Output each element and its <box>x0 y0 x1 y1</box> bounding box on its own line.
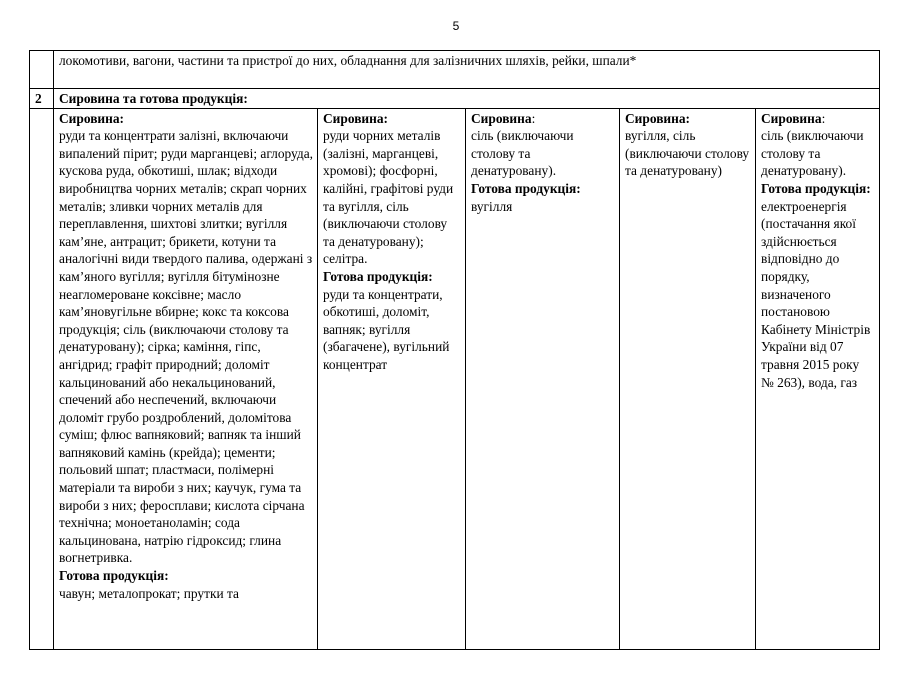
raw-materials-label: Сировина: <box>59 110 125 126</box>
finished-products-label: Готова продукція: <box>59 568 169 584</box>
section-number: 2 <box>30 89 54 109</box>
column-3-cell <box>466 108 620 649</box>
finished-products-label: Готова продукція: <box>323 268 433 284</box>
raw-materials-text: руди та концентрати залізні, включаючи випалений пірит; руди марганцеві; аглоруда, кускова руда, обкотиші, шлак; відходи виробництва чорних металів; скрап чорних металів; зливки чорних металів для переплавлення, шихтові злитки; вугілля кам’яне, антрацит; брикети, котуни та аналогічні види твердого палива, одержані з кам’яного вугілля; вугілля бітумінозне неагломероване коксівне; масло кам’яновугільне вбирне; кокс та коксова продукція; сіль (виключаючи столову та денатуровану); сірка; каміння, гіпс, ангідрид; графіт природний; доломіт кальцинований або некальцинований, спечений або неспечений, включаючи доломіт грубо роздроблений, доломітова суміш; флюс вапняковий; вапняк та інший вапняковий камінь (крейда); цементи; польовий шпат; пластмаси, полімерні матеріали та вироби з них; каучук, гума та вироби з них; феросплави; кислота сірчана технічна; моноетаноламін; сода кальцинована, натрію гідроксид; глина вогнетривка. <box>59 128 313 566</box>
finished-products-label: Готова продукція: <box>761 180 871 196</box>
column-5-cell <box>756 108 880 649</box>
raw-materials-label: Сировина <box>761 110 822 126</box>
section-row <box>30 89 880 109</box>
section-title: Сировина та готова продукція: <box>54 89 880 109</box>
raw-materials-colon: : <box>531 110 536 126</box>
raw-materials-label: Сировина: <box>323 110 389 126</box>
row-number-cell <box>30 51 54 89</box>
finished-products-text: руди та концентрати, обкотиші, доломіт, вапняк; вугілля (збагачене), вугільний концентрат <box>323 286 450 372</box>
finished-products-text: вугілля <box>471 198 513 214</box>
raw-materials-label: Сировина <box>471 110 532 126</box>
materials-row <box>30 108 880 649</box>
finished-products-text: електроенергія (постачання якої здійснюється відповідно до порядку, визначеного постановою Кабінету Міністрів України від 07 травня 2015 року № 263), вода, газ <box>761 198 871 390</box>
finished-products-text: чавун; металопрокат; прутки та <box>59 585 239 601</box>
empty-number-cell <box>30 108 54 649</box>
continuation-text: локомотиви, вагони, частини та пристрої до них, обладнання для залізничних шляхів, рейки, шпали* <box>54 51 880 89</box>
page-number: 5 <box>452 19 460 33</box>
raw-materials-text: сіль (виключаючи столову та денатуровану). <box>471 128 574 179</box>
continuation-row <box>30 51 880 89</box>
raw-materials-colon: : <box>821 110 826 126</box>
column-1-cell <box>54 108 318 649</box>
column-2-cell <box>318 108 466 649</box>
raw-materials-text: вугілля, сіль (виключаючи столову та денатуровану) <box>625 128 750 179</box>
goods-table <box>29 50 880 650</box>
raw-materials-label: Сировина: <box>625 110 691 126</box>
raw-materials-text: руди чорних металів (залізні, марганцеві, хромові); фосфорні, калійні, графітові руди та вугілля, сіль (виключаючи столову та денатуровану); селітра. <box>323 128 454 267</box>
raw-materials-text: сіль (виключаючи столову та денатуровану). <box>761 128 864 179</box>
column-4-cell <box>620 108 756 649</box>
finished-products-label: Готова продукція: <box>471 180 581 196</box>
